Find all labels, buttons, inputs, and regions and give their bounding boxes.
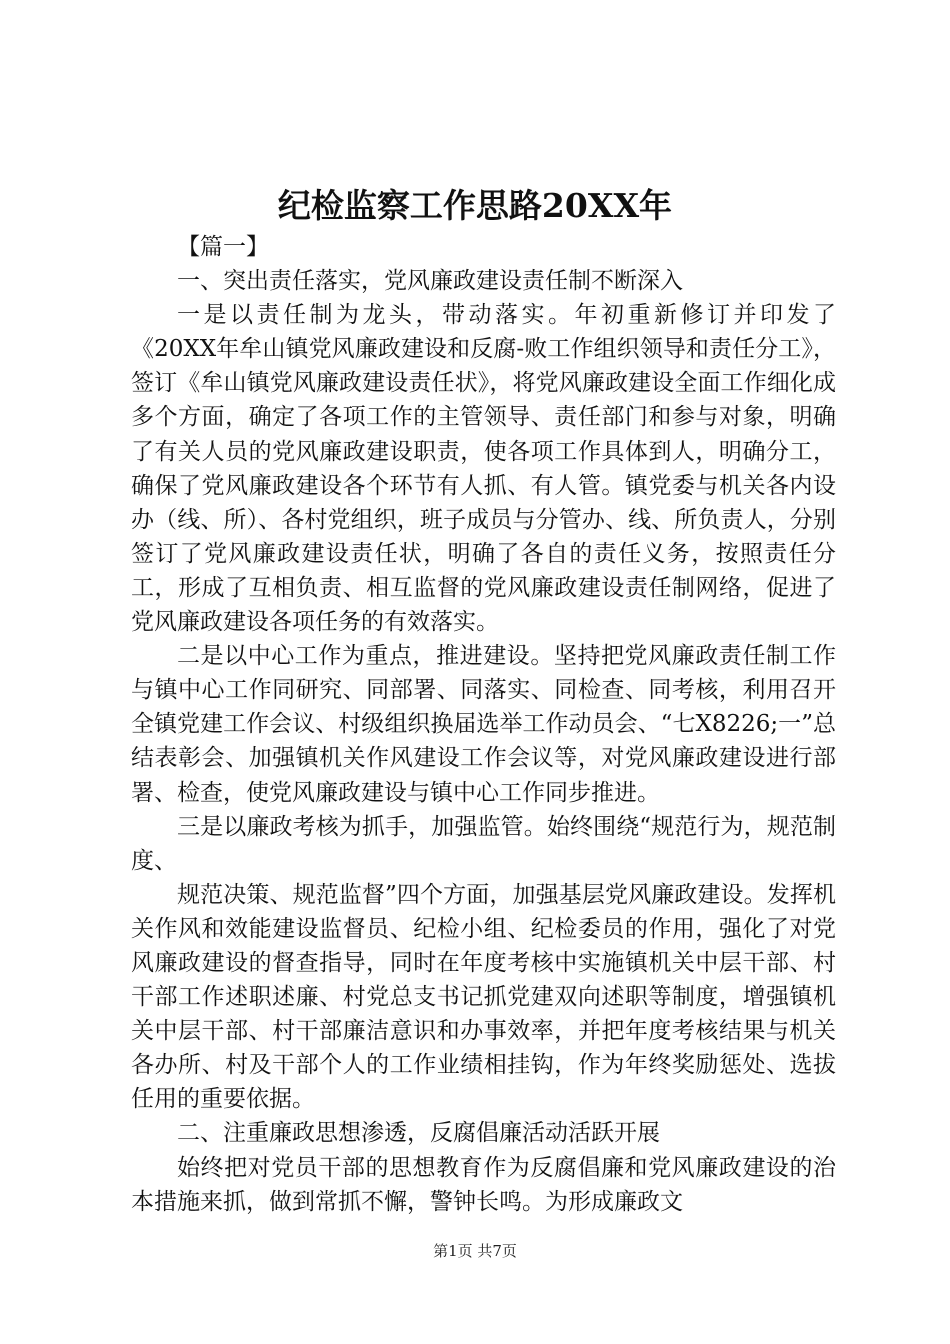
section-tag: 【篇一】 <box>177 234 269 260</box>
paragraph: 始终把对党员干部的思想教育作为反腐倡廉和党风廉政建设的治本措施来抓，做到常抓不懈，警钟长鸣。为形成廉政文 <box>131 1154 836 1215</box>
paragraph: 三是以廉政考核为抓手，加强监管。始终围绕“规范行为，规范制度、 <box>131 813 836 874</box>
paragraph: 一是以责任制为龙头，带动落实。年初重新修订并印发了《20XX年牟山镇党风廉政建设和反腐-败工作组织领导和责任分工》，签订《牟山镇党风廉政建设责任状》，将党风廉政建设全面工作细化成多个方面，确定了各项工作的主管领导、责任部门和参与对象，明确了有关人员的党风廉政建设职责，使各项工作具体到人，明确分工，确保了党风廉政建设各个环节有人抓、有人管。镇党委与机关各内设办（线、所）、各村党组织，班子成员与分管办、线、所负责人，分别签订了党风廉政建设责任状，明确了各自的责任义务，按照责任分工，形成了互相负责、相互监督的党风廉政建设责任制网络，促进了党风廉政建设各项任务的有效落实。 <box>131 302 836 636</box>
paragraph: 二是以中心工作为重点，推进建设。坚持把党风廉政责任制工作与镇中心工作同研究、同部署、同落实、同检查、同考核，利用召开全镇党建工作会议、村级组织换届选举工作动员会、“七X8226;一”总结表彰会、加强镇机关作风建设工作会议等，对党风廉政建设进行部署、检查，使党风廉政建设与镇中心工作同步推进。 <box>131 643 836 806</box>
section-heading-1: 一、突出责任落实，党风廉政建设责任制不断深入 <box>177 268 683 295</box>
paragraph: 规范决策、规范监督”四个方面，加强基层党风廉政建设。发挥机关作风和效能建设监督员、纪检小组、纪检委员的作用，强化了对党风廉政建设的督查指导，同时在年度考核中实施镇机关中层干部、村干部工作述职述廉、村党总支书记抓党建双向述职等制度，增强镇机关中层干部、村干部廉洁意识和办事效率，并把年度考核结果与机关各办所、村及干部个人的工作业绩相挂钩，作为年终奖励惩处、选拔任用的重要依据。 <box>131 881 836 1113</box>
document-body <box>131 230 836 1219</box>
section-heading-2: 二、注重廉政思想渗透，反腐倡廉活动活跃开展 <box>177 1120 660 1147</box>
page-footer: 第1页 共7页 <box>433 1242 517 1260</box>
document-title: 纪检监察工作思路20XX年 <box>277 186 673 225</box>
